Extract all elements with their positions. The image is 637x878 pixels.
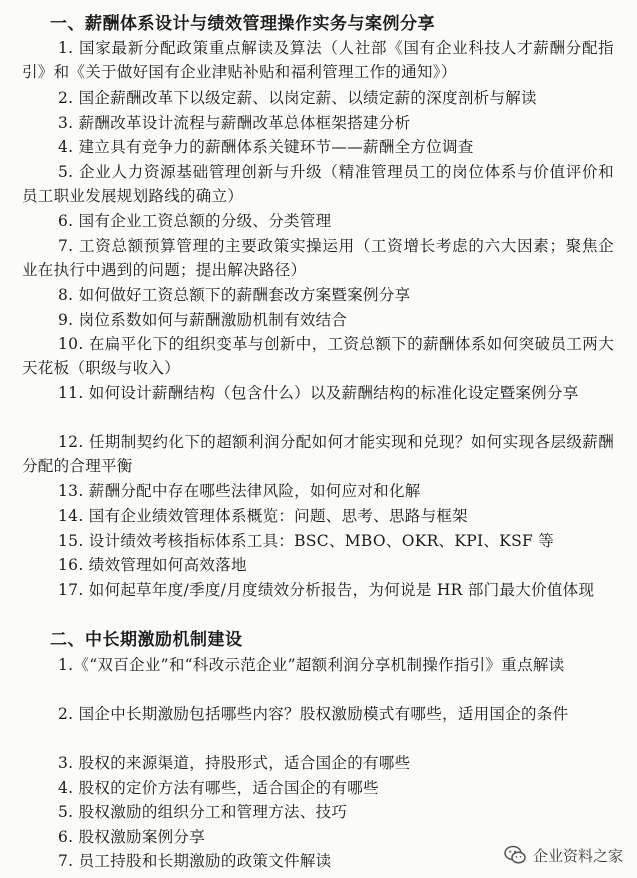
list-item: 10. 在扁平化下的组织变革与创新中，工资总额下的薪酬体系如何突破员工两大天花板（职级与收入）: [22, 335, 614, 377]
list-item: 4. 股权的定价方法有哪些，适合国企的有哪些: [58, 779, 379, 797]
list-item: 11. 如何设计薪酬结构（包含什么）以及薪酬结构的标准化设定暨案例分享: [58, 384, 579, 402]
list-item: 1. 国家最新分配政策重点解读及算法（人社部《国有企业科技人才薪酬分配指引》和《关于做好国有企业津贴补贴和福利管理工作的通知》）: [22, 39, 614, 81]
watermark-text: 企业资料之家: [532, 846, 623, 865]
list-item: 6. 国有企业工资总额的分级、分类管理: [58, 212, 332, 230]
list-item: 15. 设计绩效考核指标体系工具：BSC、MBO、OKR、KPI、KSF 等: [58, 532, 555, 550]
list-item: 13. 薪酬分配中存在哪些法律风险，如何应对和化解: [58, 482, 421, 500]
watermark: [503, 844, 623, 866]
list-item: 9. 岗位系数如何与薪酬激励机制有效结合: [58, 311, 348, 329]
list-item: 12. 任期制契约化下的超额利润分配如何才能实现和兑现？如何实现各层级薪酬分配的合理平衡: [22, 433, 614, 475]
list-item: 1.《“双百企业”和“科改示范企业”超额利润分享机制操作指引》重点解读: [58, 656, 565, 674]
wechat-official-account-icon: [503, 844, 527, 866]
list-item: 2. 国企中长期激励包括哪些内容？股权激励模式有哪些，适用国企的条件: [58, 705, 569, 723]
section-2-heading: 二、中长期激励机制建设: [50, 630, 243, 650]
list-item: 6. 股权激励案例分享: [58, 828, 206, 846]
list-item: 8. 如何做好工资总额下的薪酬套改方案暨案例分享: [58, 286, 411, 304]
list-item: 3. 股权的来源渠道，持股形式，适合国企的有哪些: [58, 754, 411, 772]
list-item: 14. 国有企业绩效管理体系概览：问题、思考、思路与框架: [58, 507, 468, 525]
list-item: 7. 工资总额预算管理的主要政策实操运用（工资增长考虑的六大因素；聚焦企业在执行中遇到的问题；提出解决路径）: [22, 237, 614, 279]
section-1-heading: 一、薪酬体系设计与绩效管理操作实务与案例分享: [50, 14, 435, 34]
list-item: 17. 如何起草年度/季度/月度绩效分析报告，为何说是 HR 部门最大价值体现: [58, 581, 595, 599]
list-item: 2. 国企薪酬改革下以级定薪、以岗定薪、以绩定薪的深度剖析与解读: [58, 89, 537, 107]
list-item: 5. 股权激励的组织分工和管理方法、技巧: [58, 803, 348, 821]
list-item: 5. 企业人力资源基础管理创新与升级（精准管理员工的岗位体系与价值评价和员工职业发展规划路线的确立）: [22, 163, 614, 205]
list-item: 4. 建立具有竞争力的薪酬体系关键环节——薪酬全方位调查: [58, 138, 474, 156]
list-item: 3. 薪酬改革设计流程与薪酬改革总体框架搭建分析: [58, 114, 411, 132]
list-item: 16. 绩效管理如何高效落地: [58, 556, 247, 574]
list-item: 7. 员工持股和长期激励的政策文件解读: [58, 852, 332, 870]
